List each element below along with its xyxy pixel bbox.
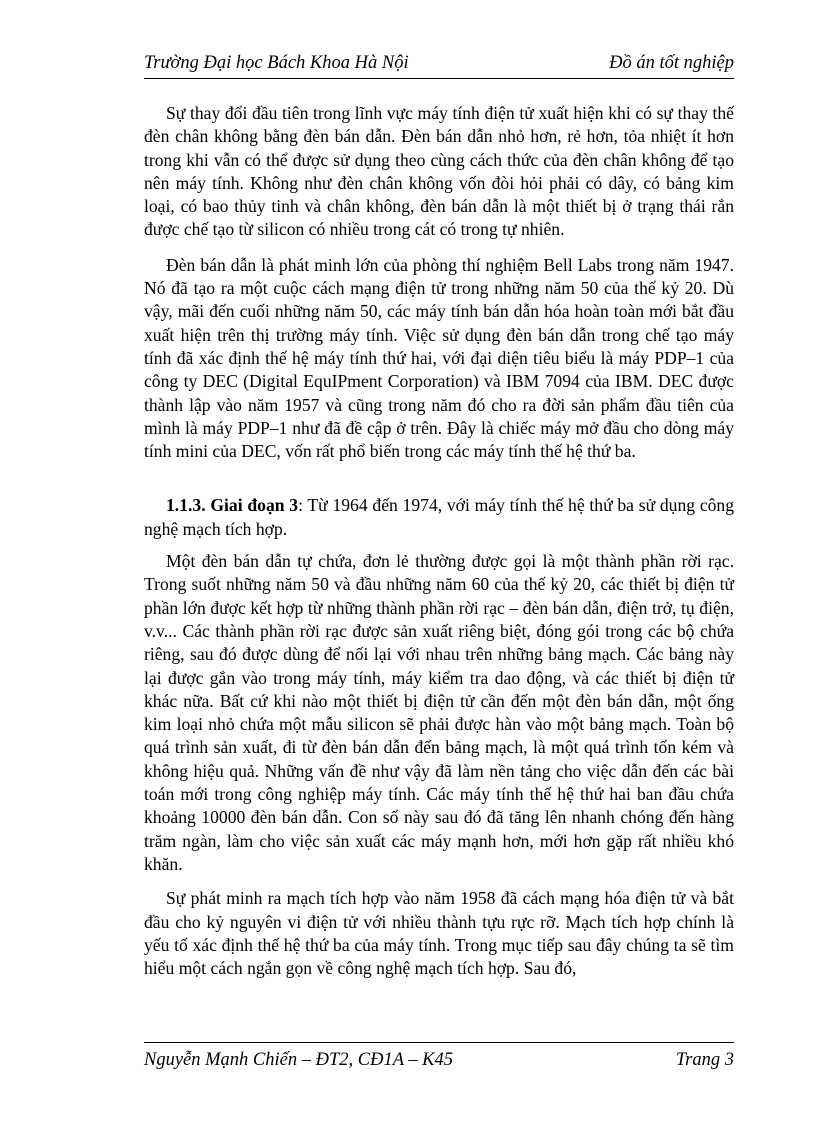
section-heading <box>144 494 734 541</box>
header-document-type: Đồ án tốt nghiệp <box>609 53 734 73</box>
paragraph-transistor-intro: Sự thay đổi đầu tiên trong lĩnh vực máy tính điện tử xuất hiện khi có sự thay thế đèn chân không bằng đèn bán dẫn. Đèn bán dẫn nhỏ hơn, rẻ hơn, tỏa nhiệt ít hơn trong khi vẫn có thể được sử dụng theo cùng cách thức của đèn chân không để tạo nên máy tính. Không như đèn chân không vốn đòi hỏi phải có dây, có bảng kim loại, có bao thủy tinh và chân không, đèn bán dẫn là một thiết bị ở trạng thái rắn được chế tạo từ silicon có nhiều trong cát có trong tự nhiên. <box>144 103 734 240</box>
paragraph-integrated-circuit: Sự phát minh ra mạch tích hợp vào năm 1958 đã cách mạng hóa điện tử và bắt đầu cho kỷ nguyên vi điện tử với nhiều thành tựu rực rỡ. Mạch tích hợp chính là yếu tố xác định thế hệ thứ ba của máy tính. Trong mục tiếp sau đây chúng ta sẽ tìm hiểu một cách ngắn gọn về công nghệ mạch tích hợp. Sau đó, <box>144 888 734 979</box>
page-footer <box>144 1042 734 1071</box>
header-university: Trường Đại học Bách Khoa Hà Nội <box>144 53 409 73</box>
paragraph-bell-labs: Đèn bán dẫn là phát minh lớn của phòng thí nghiệm Bell Labs trong năm 1947. Nó đã tạo ra một cuộc cách mạng điện tử trong những năm 50 của thế kỷ 20. Dù vậy, mãi đến cuối những năm 50, các máy tính bán dẫn hóa hoàn toàn mới bắt đầu xuất hiện trên thị trường máy tính. Việc sử dụng đèn bán dẫn trong chế tạo máy tính đã xác định thế hệ máy tính thứ hai, với đại diện tiêu biểu là máy PDP–1 của công ty DEC (Digital EquIPment Corporation) và IBM 7094 của IBM. DEC được thành lập vào năm 1957 và cũng trong năm đó cho ra đời sản phẩm đầu tiên của mình là máy PDP–1 như đã đề cập ở trên. Đây là chiếc máy mở đầu cho dòng máy tính mini của DEC, vốn rất phổ biến trong các máy tính thế hệ thứ ba. <box>144 254 734 462</box>
page-body <box>144 102 734 980</box>
paragraph-discrete-components: Một đèn bán dẫn tự chứa, đơn lẻ thường được gọi là một thành phần rời rạc. Trong suốt những năm 50 và đầu những năm 60 của thế kỷ 20, các thiết bị điện tử phần lớn được kết hợp từ những thành phần rời rạc – đèn bán dẫn, điện trở, tụ điện, v.v... Các thành phần rời rạc được sản xuất riêng biệt, đóng gói trong các bộ chứa riêng, sau đó được dùng để nối lại với nhau trên những bảng mạch. Các bảng này lại được gắn vào trong máy tính, máy kiểm tra dao động, và các thiết bị điện tử khác nữa. Bất cứ khi nào một thiết bị điện tử cần đến một đèn bán dẫn, một ống kim loại nhỏ chứa một mẫu silicon sẽ phải được hàn vào một bảng mạch. Toàn bộ quá trình sản xuất, đi từ đèn bán dẫn đến bảng mạch, là một quá trình tốn kém và không hiệu quả. Những vấn đề như vậy đã làm nền tảng cho việc dẫn đến các bài toán mới trong công nghiệp máy tính. Các máy tính thế hệ thứ hai ban đầu chứa khoảng 10000 đèn bán dẫn. Con số này sau đó đã tăng lên nhanh chóng đến hàng trăm ngàn, làm cho việc sản xuất các máy mạnh hơn, mới hơn gặp rất nhiều khó khăn. <box>144 551 734 874</box>
section-number: 1.1.3. <box>166 495 206 516</box>
page-number: Trang 3 <box>675 1050 734 1070</box>
page-header <box>144 52 734 79</box>
section-description: : Từ 1964 đến 1974, với máy tính thế hệ thứ ba sử dụng công nghệ mạch tích hợp. <box>144 495 735 539</box>
footer-author: Nguyễn Mạnh Chiến – ĐT2, CĐ1A – K45 <box>144 1050 454 1070</box>
section-title: Giai đoạn 3 <box>210 495 299 516</box>
section-spacer <box>144 463 734 494</box>
